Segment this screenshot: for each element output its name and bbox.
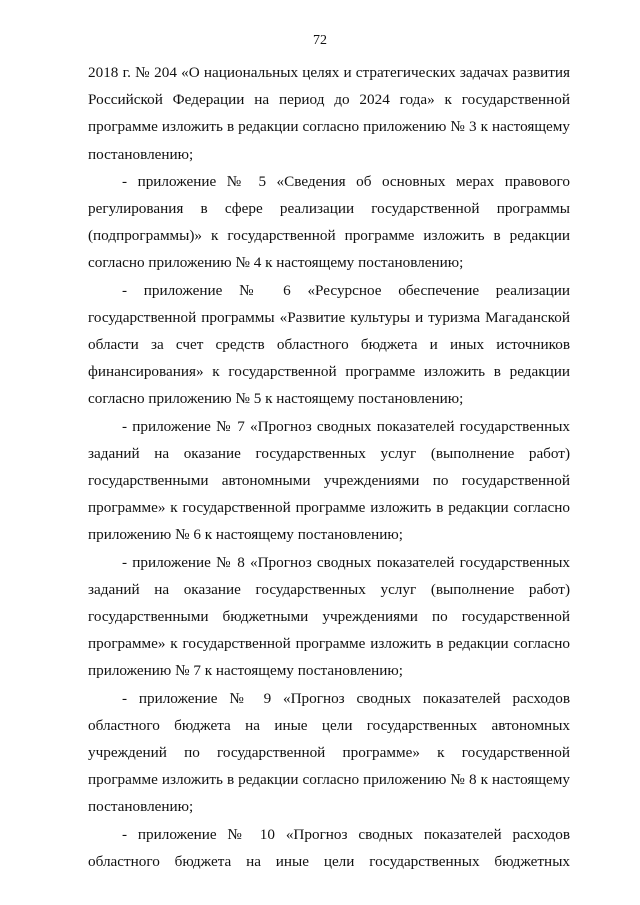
paragraph-appendix-5: - приложение № 5 «Сведения об основных мерах правового регулирования в сфере реализации государственной программы (подпрограммы)» к государственной программе изложить в редакции согласно приложению № 4 к настоящему постановлению; [88, 172, 570, 272]
paragraph-appendix-6: - приложение № 6 «Ресурсное обеспечение реализации государственной программы «Развитие культуры и туризма Магаданской области за счет средств областного бюджета и иных источников финансирования» к государственной программе изложить в редакции согласно приложению № 5 к настоящему постановлению; [88, 281, 570, 408]
paragraph-appendix-7: - приложение № 7 «Прогноз сводных показателей государственных заданий на оказание государственных услуг (выполнение работ) государственными автономными учреждениями по государственной программе» к государственной программе изложить в редакции согласно приложению № 6 к настоящему постановлению; [88, 417, 570, 544]
page-number: 72 [313, 33, 327, 48]
paragraph-continuation: 2018 г. № 204 «О национальных целях и стратегических задачах развития Российской Федерации на период до 2024 года» к государственной программе изложить в редакции согласно приложению № 3 к настоящему постановлению; [88, 64, 570, 163]
document-body [88, 59, 570, 875]
paragraph-appendix-9: - приложение № 9 «Прогноз сводных показателей расходов областного бюджета на иные цели государственных автономных учреждений по государственной программе» к государственной программе изложить в редакции согласно приложению № 8 к настоящему постановлению; [88, 689, 570, 816]
paragraph-appendix-10: - приложение № 10 «Прогноз сводных показателей расходов областного бюджета на иные цели государственных бюджетных [88, 825, 570, 870]
paragraph-appendix-8: - приложение № 8 «Прогноз сводных показателей государственных заданий на оказание государственных услуг (выполнение работ) государственными бюджетными учреждениями по государственной программе» к государственной программе изложить в редакции согласно приложению № 7 к настоящему постановлению; [88, 553, 570, 680]
